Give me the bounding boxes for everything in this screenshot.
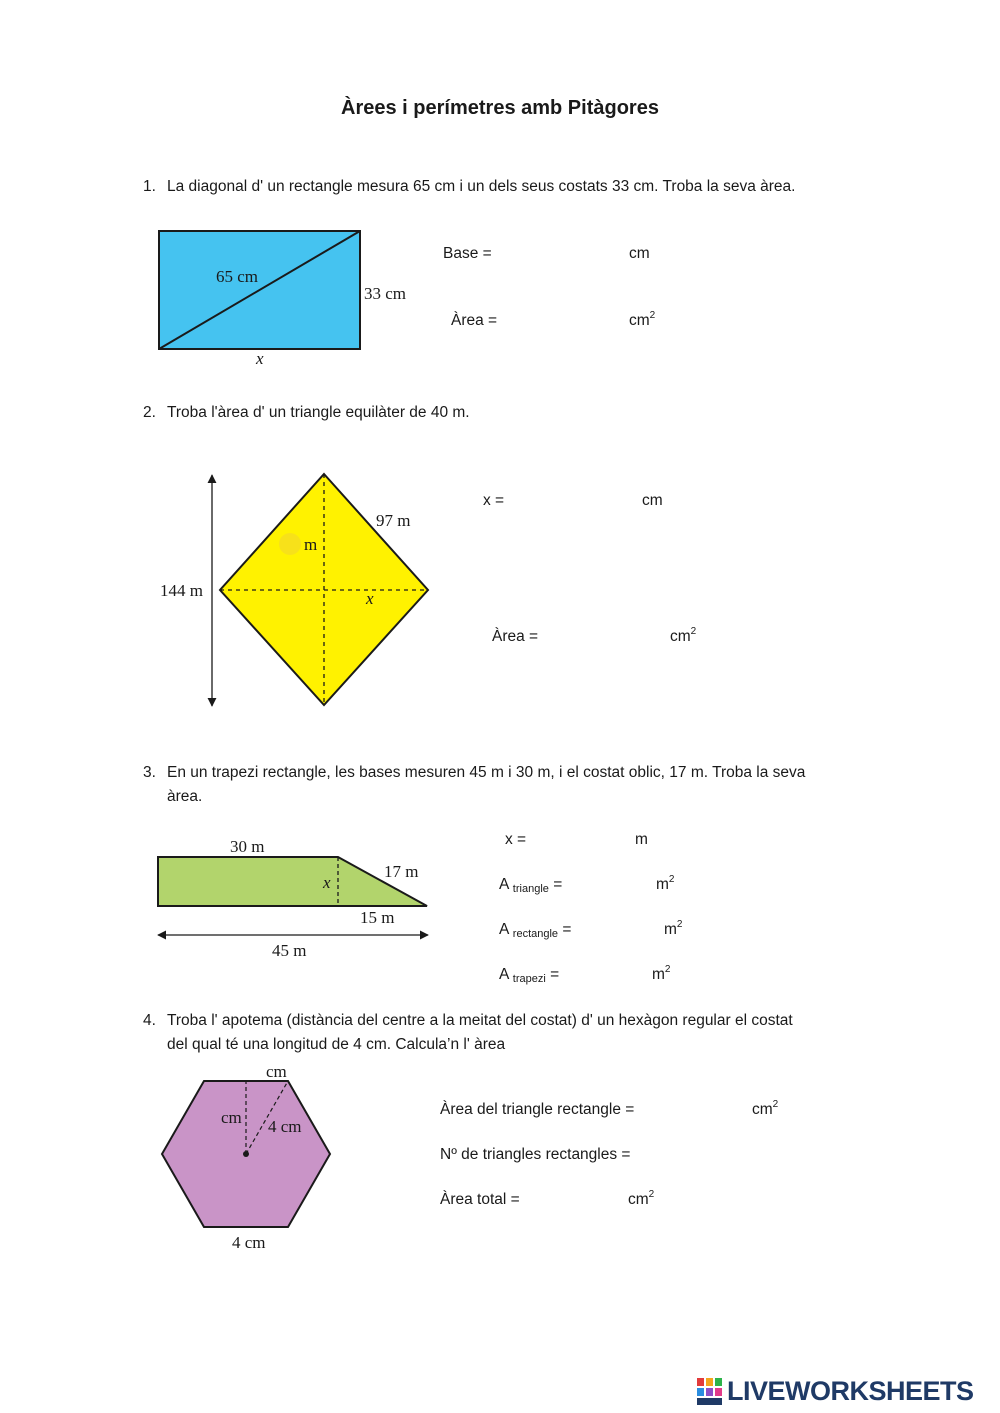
height-label: 144 m	[160, 581, 203, 600]
question-3-number: 3.	[143, 764, 156, 781]
question-2-number: 2.	[143, 404, 156, 421]
area-2-answer-label: Àrea =	[492, 628, 539, 645]
triangle-area-label: Àrea del triangle rectangle =	[440, 1101, 635, 1118]
hex-apothem-label: cm	[221, 1108, 242, 1127]
logo-icon	[697, 1378, 723, 1406]
base-label: x	[256, 349, 264, 368]
base-answer-label: Base =	[443, 245, 492, 262]
area-1-answer-label: Àrea =	[451, 312, 498, 329]
triangle-area-unit: $cm^2$	[752, 1099, 779, 1118]
question-3-text-line-1: En un trapezi rectangle, les bases mesuren 45 m i 30 m, i el costat oblic, 17 m. Troba la seva	[167, 764, 806, 781]
diagonal-label: 65 cm	[216, 267, 259, 286]
hexagon-center	[243, 1151, 249, 1157]
x-label: x	[366, 589, 374, 608]
piece-label: 15 m	[360, 908, 395, 927]
triangle-area-input[interactable]	[660, 1099, 753, 1122]
question-1-number: 1.	[143, 178, 156, 195]
question-1-text: La diagonal d' un rectangle mesura 65 cm i un dels seus costats 33 cm. Troba la seva àrea.	[167, 178, 796, 195]
hex-top-label: cm	[266, 1062, 287, 1081]
bottom-base-label: 45 m	[272, 941, 307, 960]
triangle-count-input[interactable]	[654, 1144, 732, 1167]
liveworksheets-logo	[697, 1376, 974, 1407]
m-label: m	[304, 535, 318, 554]
total-area-unit: $cm^2$	[628, 1189, 655, 1208]
side-97-label: 97 m	[376, 511, 411, 530]
x3-unit: m	[635, 831, 648, 848]
x3-answer-label: x =	[505, 831, 527, 848]
base-unit: cm	[629, 245, 650, 262]
question-4-text-line-1: Troba l' apotema (distància del centre a la meitat del costat) d' un hexàgon regular el costat	[167, 1012, 793, 1029]
side-label: 33 cm	[364, 284, 407, 303]
question-2-text: Troba l'àrea d' un triangle equilàter de 40 m.	[167, 404, 470, 421]
triangle-count-label: Nº de triangles rectangles =	[440, 1146, 631, 1163]
question-4-text-line-2: del qual té una longitud de 4 cm. Calcula’n l' àrea	[167, 1036, 506, 1053]
x-unit: cm	[642, 492, 663, 509]
question-3-text-line-2: àrea.	[167, 788, 203, 805]
a-rectangle-unit: $m^2$	[664, 919, 683, 938]
area-2-unit: $cm^2$	[670, 626, 697, 645]
hex-radius-label: 4 cm	[268, 1117, 302, 1136]
area-1-unit: $cm^2$	[629, 310, 656, 329]
slant-label: 17 m	[384, 862, 419, 881]
x-answer-label: x =	[483, 492, 505, 509]
a-trapezi-label: A trapezi =	[499, 966, 560, 985]
height-x-label: x	[323, 873, 331, 892]
hex-side-label: 4 cm	[232, 1233, 266, 1252]
page-title: Àrees i perímetres amb Pitàgores	[341, 97, 659, 119]
a-triangle-label: A triangle =	[499, 876, 563, 895]
question-4-number: 4.	[143, 1012, 156, 1029]
a-rectangle-label: A rectangle =	[499, 921, 572, 940]
a-triangle-unit: $m^2$	[656, 874, 675, 893]
logo-text: LIVEWORKSHEETS	[727, 1376, 974, 1406]
top-base-label: 30 m	[230, 837, 265, 856]
a-trapezi-unit: $m^2$	[652, 964, 671, 983]
total-area-label: Àrea total =	[440, 1191, 520, 1208]
total-area-input[interactable]	[535, 1189, 628, 1212]
